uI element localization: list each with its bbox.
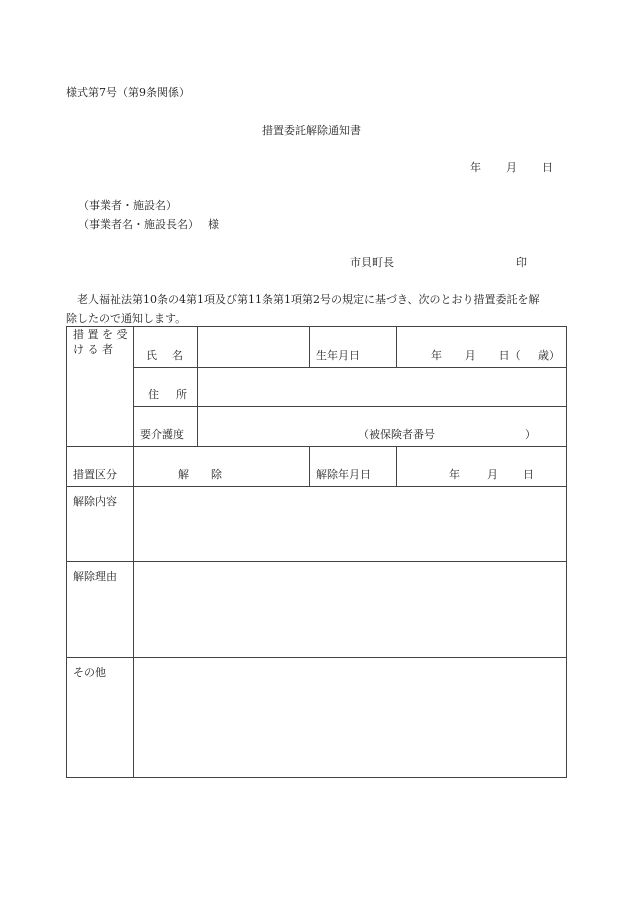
- addressee-facility: （事業者・施設名）: [78, 199, 177, 212]
- issuer-name: 市貝町長: [350, 256, 394, 269]
- reason-label-cell: [67, 562, 134, 658]
- cancel-year-label: 年: [449, 468, 460, 481]
- care-level-value-cell[interactable]: [198, 407, 567, 447]
- category-label-cell: [67, 447, 134, 487]
- birth-value-cell[interactable]: [397, 327, 567, 368]
- insured-number-open: （被保険者番号: [358, 428, 435, 441]
- address-value-cell[interactable]: [198, 368, 567, 407]
- body-paragraph: [66, 290, 570, 328]
- other-value-cell[interactable]: [134, 658, 567, 778]
- birth-label: 生年月日: [316, 349, 360, 362]
- name-label-char-2: 名: [172, 349, 183, 362]
- body-line-2: 除したので通知します。: [66, 312, 187, 325]
- birth-year-label: 年: [431, 349, 442, 362]
- content-label: 解除内容: [73, 495, 117, 508]
- addressee-honorific: 様: [208, 218, 219, 231]
- other-label-cell: [67, 658, 134, 778]
- name-value-cell[interactable]: [198, 327, 310, 368]
- name-label-cell: [134, 327, 198, 368]
- address-label-char-1: 住: [148, 388, 159, 401]
- category-value-cell[interactable]: [134, 447, 310, 487]
- reason-value-cell[interactable]: [134, 562, 567, 658]
- other-label: その他: [73, 666, 106, 679]
- birth-age-label: 歳）: [538, 349, 561, 362]
- content-value-cell[interactable]: [134, 487, 567, 562]
- cancel-date-label-cell: [310, 447, 397, 487]
- date-day-label: 日: [542, 161, 553, 174]
- body-line-1: 老人福祉法第10条の4第1項及び第11条第1項第2号の規定に基づき、次のとおり措置委託を解: [66, 293, 540, 306]
- cancel-date-value-cell[interactable]: [397, 447, 567, 487]
- form-number: 様式第7号（第9条関係）: [66, 86, 190, 99]
- birth-month-label: 月: [464, 349, 476, 362]
- care-level-label-cell: [134, 407, 198, 447]
- cancel-month-label: 月: [487, 468, 498, 481]
- care-level-label: 要介護度: [140, 428, 184, 441]
- date-year-label: 年: [470, 161, 481, 174]
- subject-label-cell: [67, 327, 134, 447]
- cancellation-form-table: [66, 326, 567, 778]
- category-value-char-2: 除: [211, 468, 222, 481]
- birth-day-label: 日（: [498, 349, 521, 362]
- category-label: 措置区分: [73, 468, 117, 481]
- birth-label-cell: [310, 327, 397, 368]
- reason-label: 解除理由: [73, 570, 117, 583]
- cancel-date-label: 解除年月日: [316, 468, 371, 481]
- subject-label-line-1: 措 置 を 受: [73, 328, 128, 341]
- document-title: 措置委託解除通知書: [262, 124, 361, 137]
- category-value-char-1: 解: [178, 468, 189, 481]
- address-label-char-2: 所: [176, 388, 187, 401]
- content-label-cell: [67, 487, 134, 562]
- cancel-day-label: 日: [523, 468, 534, 481]
- date-month-label: 月: [506, 161, 517, 174]
- addressee-manager: （事業者名・施設長名）: [78, 218, 199, 231]
- address-label-cell: [134, 368, 198, 407]
- subject-label-line-2: け る 者: [73, 343, 113, 356]
- insured-number-close: ）: [525, 428, 536, 441]
- name-label-char-1: 氏: [146, 349, 157, 362]
- seal-mark: 印: [516, 256, 527, 269]
